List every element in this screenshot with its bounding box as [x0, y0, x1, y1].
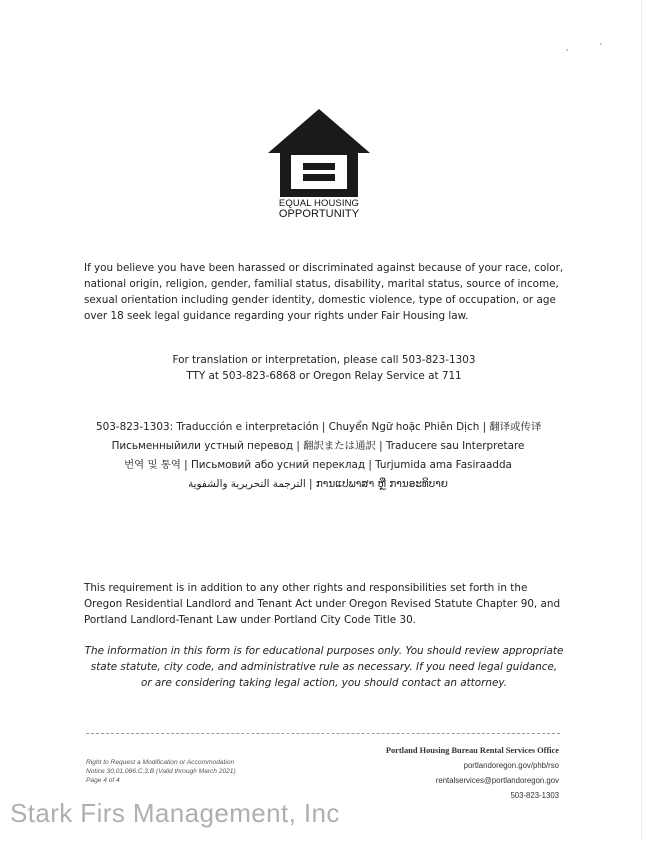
language-line: الترجمة التحريرية والشفوية | ການແປພາສາ ຫຼື ການອະທິບາຍ — [188, 478, 448, 490]
office-phone: 503-823-1303 — [510, 791, 559, 800]
form-notice-number: Notice 30.01.086.C.3.B (Valid through March 2021) — [86, 768, 236, 775]
translation-phone-line: For translation or interpretation, please call 503-823-1303 — [172, 354, 476, 366]
disclaimer-paragraph: The information in this form is for educational purposes only. You should review appropriate state statute, city code, and administrative rule as necessary. If you need legal guidance, or are considering taking legal action, you should contact an attorney. — [84, 645, 564, 689]
office-url: portlandoregon.gov/phb/rso — [463, 761, 559, 770]
office-name: Portland Housing Bureau Rental Services Office — [385, 746, 559, 755]
page-edge — [641, 0, 642, 841]
footer-divider — [86, 733, 560, 734]
scan-speck — [566, 49, 568, 51]
form-reference — [86, 758, 306, 785]
scan-speck — [600, 43, 602, 45]
house-icon — [266, 107, 372, 199]
tty-line: TTY at 503-823-6868 or Oregon Relay Service at 711 — [186, 370, 462, 382]
logo-line-2: OPPORTUNITY — [278, 208, 360, 220]
page-number: Page 4 of 4 — [86, 777, 120, 784]
logo-line-1: EQUAL HOUSING — [278, 198, 360, 209]
equal-housing-logo — [266, 107, 372, 219]
language-line: 번역 및 통역 | Письмовий або усний переклад | Turjumida ama Fasiraadda — [124, 459, 512, 471]
office-email: rentalservices@portlandoregon.gov — [435, 776, 559, 785]
translation-info — [84, 352, 564, 384]
requirement-paragraph: This requirement is in addition to any other rights and responsibilities set forth in the Oregon Residential Landlord and Tenant Act under Oregon Revised Statute Chapter 90, and Portland Landlord-Tenant Law under Portland City Code Title 30. — [84, 582, 561, 626]
language-line: Письменныйили устный перевод | 翻訳または通訳 | Traducere sau Interpretare — [111, 440, 525, 452]
language-list — [96, 418, 540, 494]
discrimination-notice: If you believe you have been harassed or discriminated against because of your race, color, national origin, religion, gender, familial status, disability, marital status, source of income, sexual orientation including gender identity, domestic violence, type of occupation, or age over 18 seek legal guidance regarding your rights under Fair Housing law. — [84, 262, 564, 322]
watermark: Stark Firs Management, Inc — [10, 798, 340, 828]
form-title: Right to Request a Modification or Accommodation — [86, 759, 235, 766]
office-contact — [299, 743, 559, 803]
language-line: 503-823-1303: Traducción e interpretación | Chuyển Ngữ hoặc Phiên Dịch | 翻译或传译 — [96, 421, 542, 433]
